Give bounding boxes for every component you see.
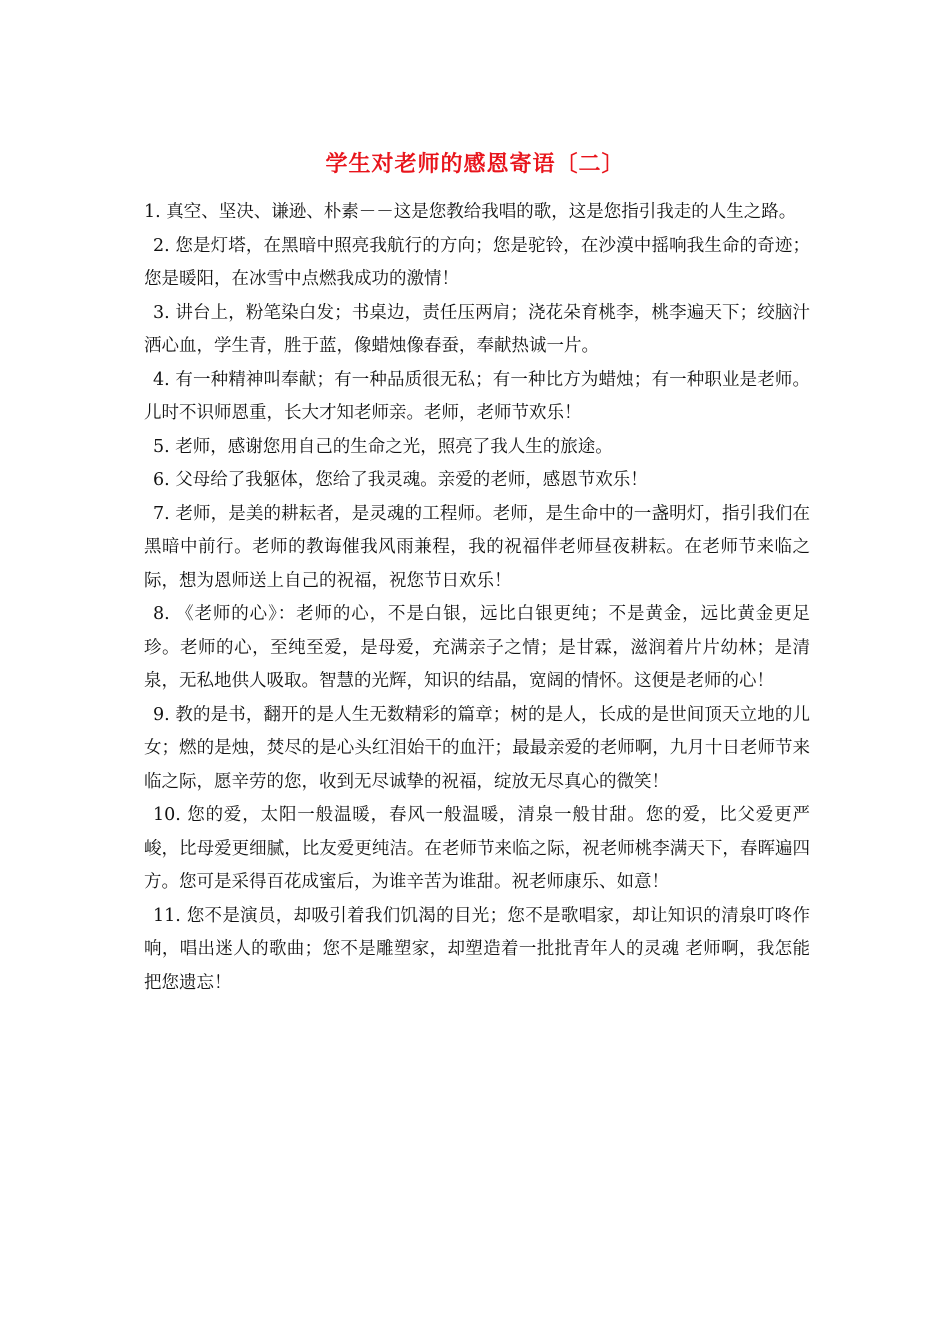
list-item: 9. 教的是书，翻开的是人生无数精彩的篇章；树的是人，长成的是世间顶天立地的儿女；燃的是烛，焚尽的是心头红泪始干的血汗；最最亲爱的老师啊，九月十日老师节来临之际，愿辛劳的您，收到无尽诚挚的祝福，绽放无尽真心的微笑！ [144, 704, 810, 792]
document-title: 学生对老师的感恩寄语〔二〕 [325, 152, 625, 177]
list-item: 4. 有一种精神叫奉献；有一种品质很无私；有一种比方为蜡烛；有一种职业是老师。儿时不识师恩重，长大才知老师亲。老师，老师节欢乐！ [144, 369, 810, 423]
list-item: 1. 真空、坚决、谦逊、朴素－－这是您教给我唱的歌，这是您指引我走的人生之路。 [144, 202, 797, 222]
document-body [144, 196, 810, 1000]
list-item: 3. 讲台上，粉笔染白发；书桌边，责任压两肩；浇花朵育桃李，桃李遍天下；绞脑汁洒心血，学生青，胜于蓝，像蜡烛像春蚕，奉献热诚一片。 [144, 302, 810, 356]
list-item: 8. 《老师的心》：老师的心，不是白银，远比白银更纯；不是黄金，远比黄金更足珍。老师的心，至纯至爱，是母爱，充满亲子之情；是甘霖，滋润着片片幼林；是清泉，无私地供人吸取。智慧的光辉，知识的结晶，宽阔的情怀。这便是老师的心！ [144, 604, 810, 691]
list-item: 7. 老师，是美的耕耘者，是灵魂的工程师。老师，是生命中的一盏明灯，指引我们在黑暗中前行。老师的教诲催我风雨兼程，我的祝福伴老师昼夜耕耘。在老师节来临之际，想为恩师送上自己的祝福，祝您节日欢乐！ [144, 503, 810, 591]
list-item: 5. 老师，感谢您用自己的生命之光，照亮了我人生的旅途。 [153, 436, 613, 457]
list-item: 10. 您的爱，太阳一般温暖，春风一般温暖，清泉一般甘甜。您的爱，比父爱更严峻，比母爱更细腻，比友爱更纯洁。在老师节来临之际，祝老师桃李满天下，春晖遍四方。您可是采得百花成蜜后，为谁辛苦为谁甜。祝老师康乐、如意！ [144, 805, 810, 892]
list-item: 2. 您是灯塔，在黑暗中照亮我航行的方向；您是驼铃，在沙漠中摇响我生命的奇迹；您是暖阳，在冰雪中点燃我成功的激情！ [144, 235, 810, 289]
list-item: 11. 您不是演员，却吸引着我们饥渴的目光；您不是歌唱家，却让知识的清泉叮咚作响，唱出迷人的歌曲；您不是雕塑家，却塑造着一批批青年人的灵魂 老师啊，我怎能把您遗忘！ [144, 905, 810, 993]
list-item: 6. 父母给了我躯体，您给了我灵魂。亲爱的老师，感恩节欢乐！ [153, 470, 648, 490]
